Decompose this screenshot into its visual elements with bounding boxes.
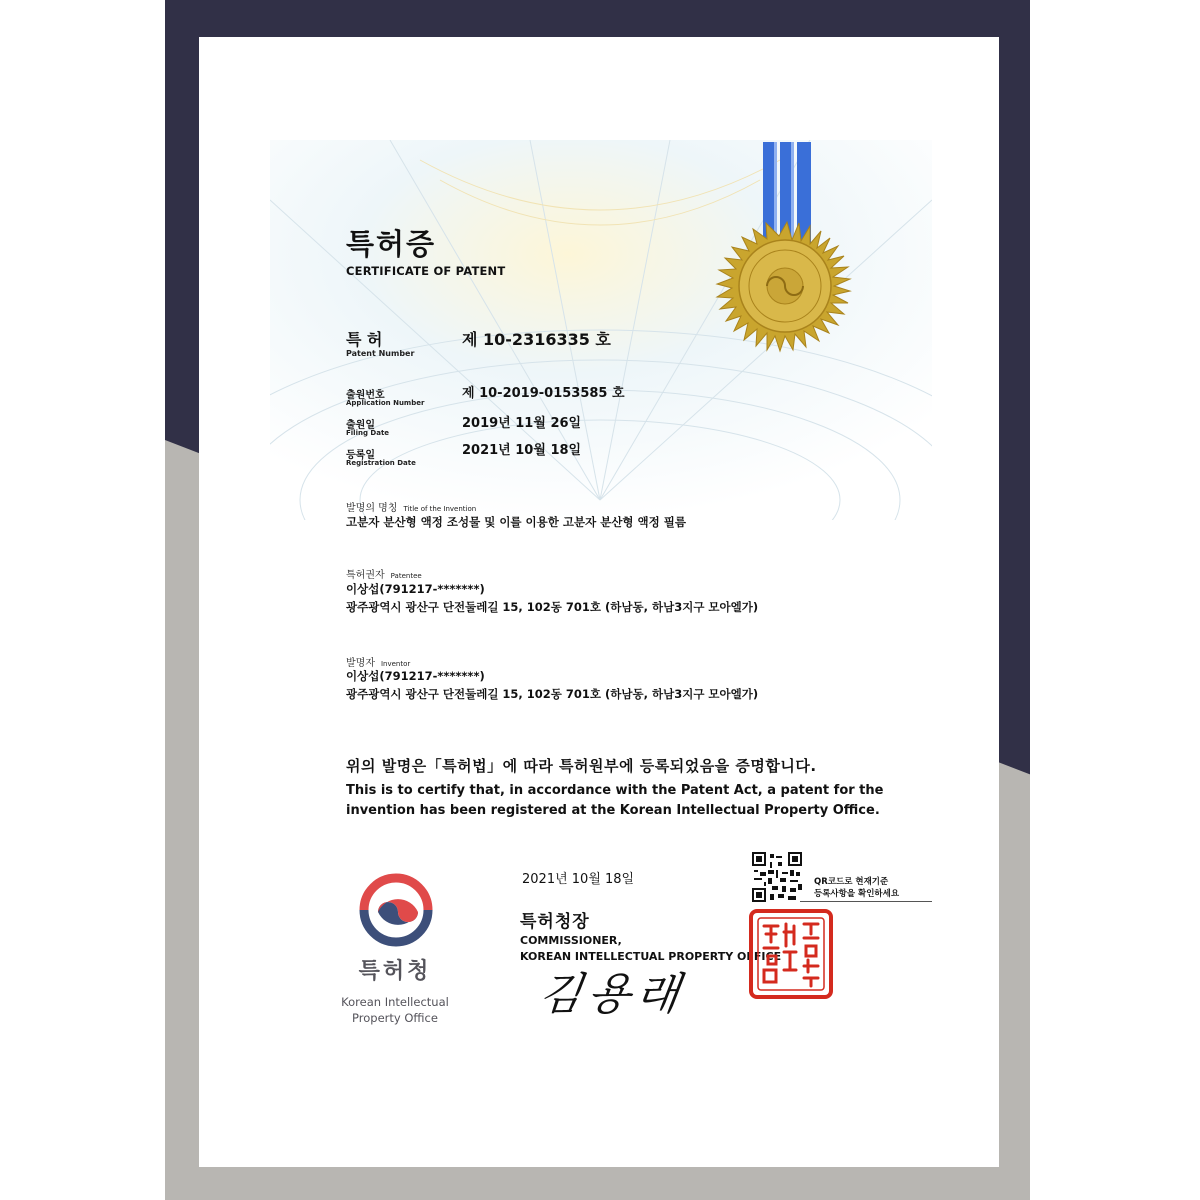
- kipo-logo-text-ko: 특허청: [358, 959, 432, 984]
- official-stamp-icon: [748, 908, 834, 1000]
- patent-number-label-ko: 특 허: [346, 330, 383, 349]
- registration-date-label-en: Registration Date: [346, 459, 416, 467]
- commissioner-title-ko: 특허청장: [520, 912, 590, 932]
- patentee-name: 이상섭(791217-*******): [346, 582, 485, 596]
- invention-title-label: [346, 499, 476, 514]
- certificate-title-en: CERTIFICATE OF PATENT: [346, 264, 506, 278]
- patentee-label-ko: 특허권자: [346, 570, 385, 581]
- kipo-logo-text-en-line2: Property Office: [352, 1011, 438, 1025]
- application-number-value: 제 10-2019-0153585 호: [462, 386, 625, 401]
- qr-code-icon[interactable]: [752, 852, 802, 902]
- filing-date-label-ko: 출원일: [346, 420, 375, 431]
- invention-title-label-ko: 발명의 명칭: [346, 503, 398, 514]
- filing-date-value: 2019년 11월 26일: [462, 416, 582, 431]
- commissioner-signature: 김용래: [535, 969, 689, 1020]
- inventor-name: 이상섭(791217-*******): [346, 669, 485, 683]
- qr-note: [814, 876, 899, 900]
- invention-title-value: 고분자 분산형 액정 조성물 및 이를 이용한 고분자 분산형 액정 필름: [346, 515, 686, 529]
- certification-statement-ko: 위의 발명은「특허법」에 따라 특허원부에 등록되었음을 증명합니다.: [346, 757, 817, 775]
- certificate-title-ko: 특허증: [346, 227, 437, 261]
- commissioner-title-en-line2: KOREAN INTELLECTUAL PROPERTY OFFICE: [520, 950, 782, 963]
- inventor-label-en: Inventor: [380, 660, 411, 668]
- filing-date-label-en: Filing Date: [346, 429, 390, 437]
- kipo-logo-text-en-line1: Korean Intellectual: [341, 995, 449, 1009]
- patentee-label: [346, 566, 422, 581]
- application-number-label-ko: 출원번호: [346, 390, 385, 401]
- issue-date: 2021년 10월 18일: [522, 872, 635, 887]
- certification-statement-en: This is to certify that, in accordance with the Patent Act, a patent for the invention has been registered at the Korean Intellectual Property Office.: [346, 783, 884, 818]
- inventor-label-ko: 발명자: [346, 658, 375, 669]
- registration-date-label-ko: 등록일: [346, 450, 375, 461]
- gold-seal-icon: [700, 140, 875, 390]
- inventor-address: 광주광역시 광산구 단전둘레길 15, 102동 701호 (하남동, 하남3지구 모아엘가): [346, 687, 759, 701]
- invention-title-label-en: Title of the Invention: [403, 505, 477, 513]
- application-number-label-en: Application Number: [346, 399, 425, 407]
- inventor-label: [346, 654, 410, 669]
- patent-number-label-en: Patent Number: [346, 349, 415, 358]
- patent-number-value: 제 10-2316335 호: [462, 330, 611, 349]
- kipo-logo-text-en: [330, 994, 460, 1026]
- qr-note-line2: 등록사항을 확인하세요: [814, 889, 900, 899]
- patentee-address: 광주광역시 광산구 단전둘레길 15, 102동 701호 (하남동, 하남3지구 모아엘가): [346, 600, 759, 614]
- divider-line: [800, 901, 932, 902]
- patentee-label-en: Patentee: [390, 572, 422, 580]
- kipo-taegeuk-logo-icon: [356, 870, 436, 950]
- registration-date-value: 2021년 10월 18일: [462, 443, 582, 458]
- qr-note-line1: QR코드로 현재기준: [814, 877, 889, 887]
- commissioner-title-en-line1: COMMISSIONER,: [520, 934, 622, 947]
